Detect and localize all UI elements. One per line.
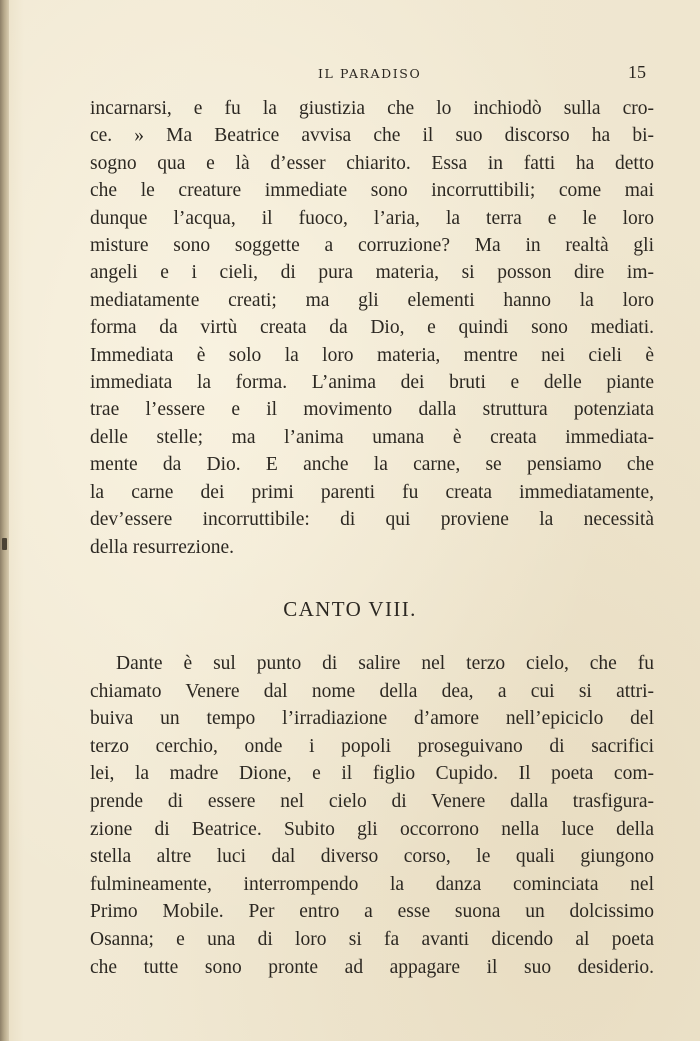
text-line: misture sono soggette a corruzione? Ma in realtà gli xyxy=(90,235,654,257)
binding-mark xyxy=(2,538,7,550)
text-line: Primo Mobile. Per entro a esse suona un dolcissimo xyxy=(90,901,654,923)
paragraph-continued xyxy=(90,95,654,561)
page-spine-edge xyxy=(0,0,9,1041)
text-line: che tutte sono pronte ad appagare il suo desiderio. xyxy=(90,956,654,978)
text-line: lei, la madre Dione, e il figlio Cupido. Il poeta com- xyxy=(90,763,654,785)
text-line: immediata la forma. L’anima dei bruti e delle piante xyxy=(90,372,654,394)
text-line: forma da virtù creata da Dio, e quindi sono mediati. xyxy=(90,317,654,339)
text-line: terzo cerchio, onde i popoli proseguivano di sacrifici xyxy=(90,735,654,757)
text-line: dunque l’acqua, il fuoco, l’aria, la terra e le loro xyxy=(90,207,654,229)
text-line: Osanna; e una di loro si fa avanti dicendo al poeta xyxy=(90,928,654,950)
text-line: la carne dei primi parenti fu creata immediatamente, xyxy=(90,481,654,503)
text-line: Immediata è solo la loro materia, mentre nei cieli è xyxy=(90,344,654,366)
text-line: Dante è sul punto di salire nel terzo cielo, che fu xyxy=(116,653,654,674)
text-line: mediatamente creati; ma gli elementi hanno la loro xyxy=(90,289,654,311)
text-line: prende di essere nel cielo di Venere dalla trasfigura- xyxy=(90,790,654,812)
text-line: fulmineamente, interrompendo la danza cominciata nel xyxy=(90,873,654,895)
page-header xyxy=(90,62,646,86)
page-number: 15 xyxy=(628,62,646,82)
text-line: sogno qua e là d’esser chiarito. Essa in fatti ha detto xyxy=(90,152,654,174)
text-line: della resurrezione. xyxy=(90,536,235,558)
text-line: ce. » Ma Beatrice avvisa che il suo discorso ha bi- xyxy=(90,125,654,147)
text-line: zione di Beatrice. Subito gli occorrono nella luce della xyxy=(90,818,654,840)
section-heading: CANTO VIII. xyxy=(283,597,417,621)
text-line: buiva un tempo l’irradiazione d’amore nell’epiciclo del xyxy=(90,708,654,730)
text-line: che le creature immediate sono incorruttibili; come mai xyxy=(90,180,654,202)
text-line: trae l’essere e il movimento dalla struttura potenziata xyxy=(90,399,654,421)
text-line: mente da Dio. E anche la carne, se pensiamo che xyxy=(90,454,654,476)
text-line: stella altre luci dal diverso corso, le quali giungono xyxy=(90,846,654,868)
text-line: dev’essere incorruttibile: di qui proviene la necessità xyxy=(90,509,654,531)
canto-summary-paragraph xyxy=(90,650,654,981)
text-line: angeli e i cieli, di pura materia, si posson dire im- xyxy=(90,262,654,284)
text-line: incarnarsi, e fu la giustizia che lo inchiodò sulla cro- xyxy=(90,98,654,119)
text-line: chiamato Venere dal nome della dea, a cui si attri- xyxy=(90,680,654,702)
running-title: IL PARADISO xyxy=(318,66,422,81)
text-line: delle stelle; ma l’anima umana è creata immediata- xyxy=(90,426,654,448)
